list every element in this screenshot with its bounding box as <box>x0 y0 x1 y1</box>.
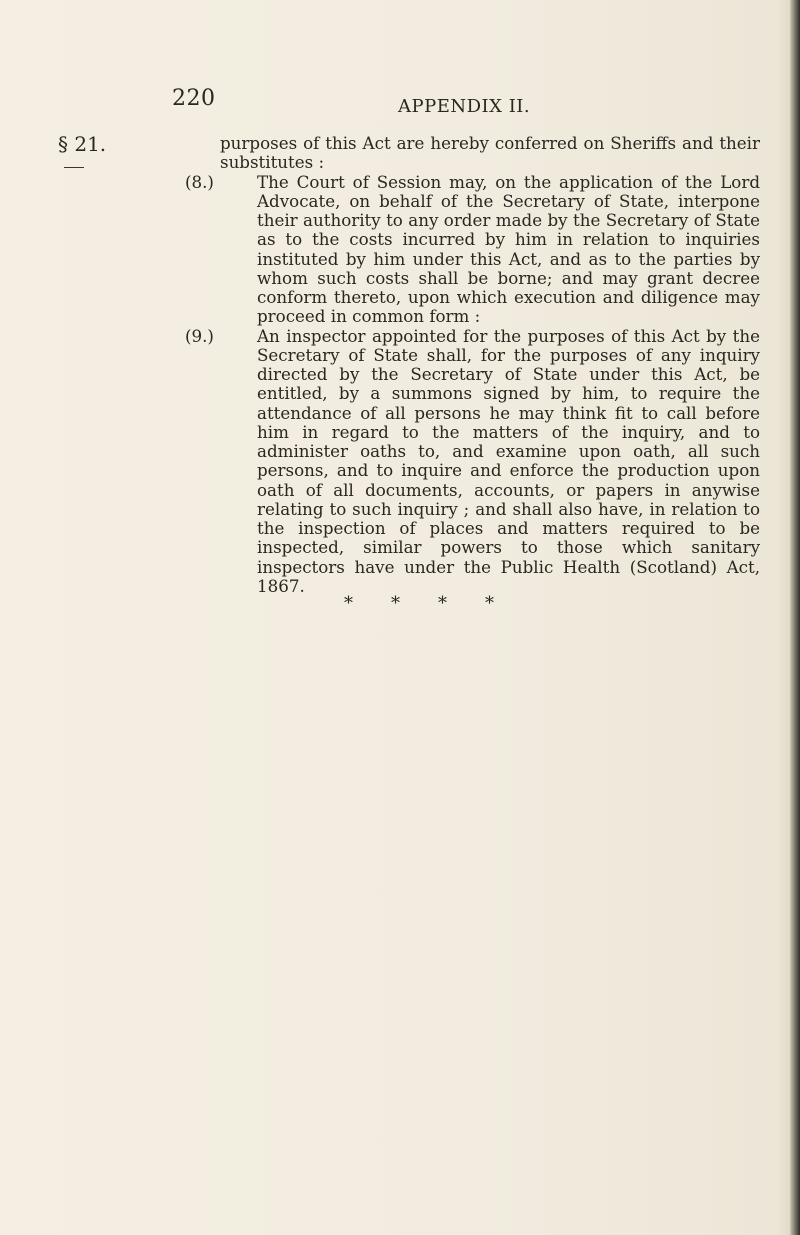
paragraph-continuation <box>220 134 760 173</box>
page-number: 220 <box>172 86 216 111</box>
section-rule <box>64 167 84 168</box>
running-head: APPENDIX II. <box>398 96 531 117</box>
asterisk: * <box>438 593 447 614</box>
paragraph-text: The Court of Session may, on the application of the Lord Advocate, on behalf of the Secretary of State, interpone their authority to any order made by the Secretary of State as to the costs incurred by him in relation to inquiries instituted by him under this Act, and as to the parties by whom such costs shall be borne; and may grant decree conform thereto, upon which execution and diligence may proceed in common form : <box>257 171 760 327</box>
paragraph-number: (8.) <box>185 171 214 192</box>
paragraph-number: (9.) <box>185 325 214 346</box>
paragraph-text: purposes of this Act are hereby conferred on Sheriffs and their substitutes : <box>220 133 760 173</box>
paragraph-9 <box>185 325 760 597</box>
asterisk: * <box>485 593 494 614</box>
section-mark: § 21. <box>58 132 107 156</box>
paragraph-8 <box>185 171 760 327</box>
asterisk: * <box>344 593 353 614</box>
page-edge-shadow <box>790 0 800 1235</box>
asterisk-ornament <box>220 593 760 614</box>
asterisk: * <box>391 593 400 614</box>
body-text <box>185 133 760 614</box>
paragraph-text: An inspector appointed for the purposes of this Act by the Secretary of State shall, for the purposes of any inquiry directed by the Secretary of State under this Act, be entitled, by a summons signed by him, to require the attendance of all persons he may think fit to call before him in regard to the matters of the inquiry, and to administer oaths to, and examine upon oath, all such persons, and to inquire and enforce the production upon oath of all documents, accounts, or papers in anywise relating to such inquiry ; and shall also have, in relation to the inspection of places and matters required to be inspected, similar powers to those which sanitary inspectors have under the Public Health (Scotland) Act, 1867. <box>257 325 760 596</box>
